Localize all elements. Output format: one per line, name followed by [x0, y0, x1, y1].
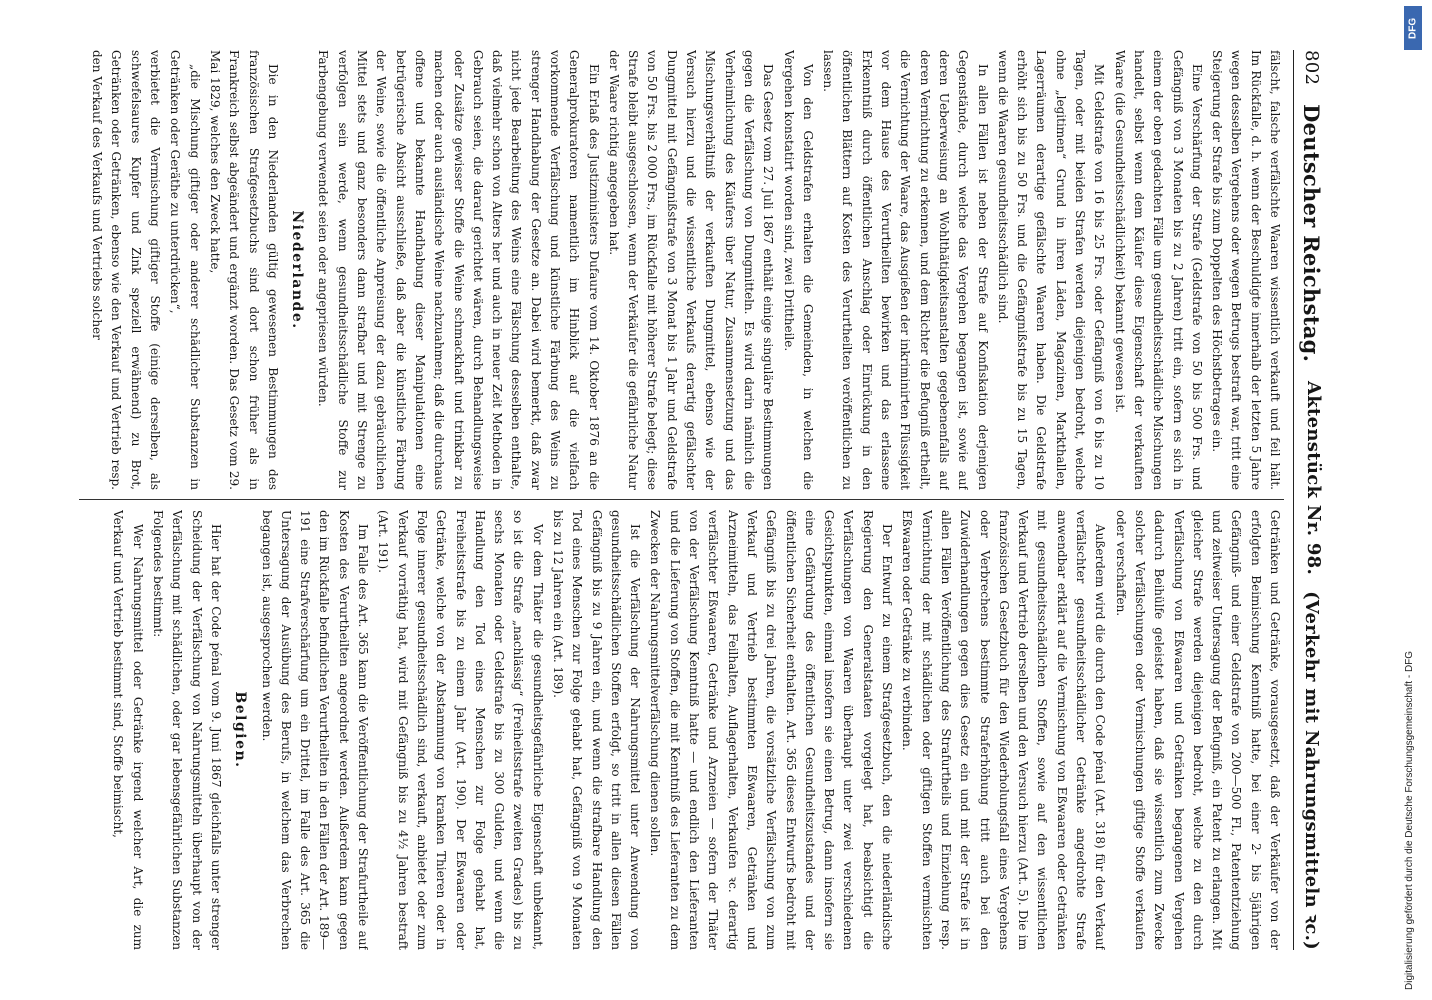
- paragraph: Wer Nahrungsmittel oder Getränke irgend welcher Art, die zum Verkauf und Vertrieb bestimmt sind, Stoffe beimischt,: [111, 510, 145, 950]
- header-right: [1300, 381, 1324, 950]
- quote: „die Mischung giftiger oder anderer schädlicher Substanzen in Getränken oder Geräthe zu unterdrücken“,: [168, 50, 202, 490]
- paragraph: Außerdem wird die durch den Code pénal (Art. 318) für den Verkauf verfälschter gesundheitsschädlicher Getränke angedrohte Strafe anwendbar erklärt auf die Vermischung von Eßwaaren oder Getränken mit gesundheitsschädlichen Stoffen, sowie auf den wissentlichen Verkauf und Vertrieb derselben und den Versuch hierzu (Art. 5). Die im französischen Gesetzbuch für den Wiederholungsfall eines Vergehens oder Verbrechens bestimmte Straferhöhung tritt auch bei den Zuwiderhandlungen gegen dies Gesetz ein und mit der Strafe ist in allen Fällen Veröffentlichung des Strafurtheils und Einziehung resp. Vernichtung der mit schädlichen oder giftigen Stoffen vermischten Eßwaaren oder Getränke zu verbinden.: [900, 510, 1108, 950]
- dfg-logo: DFG: [1404, 6, 1422, 50]
- publication-title: Deutscher Reichstag.: [1299, 104, 1325, 363]
- paragraph: Die in den Niederlanden gültig gewesenen Bestimmungen des französischen Strafgesetzbuchs sind dort schon früher als in Frankreich selbst abgeändert und ergänzt worden. Das Gesetz vom 29. Mai 1829, welches den Zweck hatte,: [207, 50, 280, 490]
- paragraph: fälscht, falsche verfälschte Waaren wissentlich verkauft und feil hält. Im Rückfalle, d. h. wenn der Beschuldigte innerhalb der letzten 5 Jahre wegen desselben Vergehens oder wegen Betrugs bestraft war, tritt eine Steigerung der Strafe bis zum Doppelten des Höchstbetrages ein.: [1210, 50, 1282, 490]
- page-number: 802: [1301, 50, 1323, 86]
- left-column: [79, 50, 1284, 490]
- digitization-credit: Digitalisierung gefördert durch die Deutsche Forschungsgemeinschaft - DFG: [1404, 650, 1415, 990]
- paragraph: Der Entwurf zu einem Strafgesetzbuch, den die niederländische Regierung den Generalstaaten vorgelegt hat, beabsichtigt die Verfälschungen von Waaren überhaupt unter zwei verschiedenen Gesichtspunkten, einmal insofern sie einen Betrug, dann insofern sie eine Gefährdung des öffentlichen Gesundheitszustandes und der öffentlichen Sicherheit enthalten. Art. 365 dieses Entwurfs bedroht mit Gefängniß bis zu drei Jahren, die vorsätzliche Verfälschung von zum Verkauf und Vertrieb bestimmten Eßwaaren, Getränken und Arzneimitteln, das Feilhalten, Auflagerhalten, Verkaufen ꝛc. derartig verfälschter Eßwaaren, Getränke und Arzneien — sofern der Thäter von der Verfälschung Kenntniß hatte — und endlich den Lieferanten und die Lieferung von Stoffen, die mit Kenntniß des Lieferanten zu dem Zwecken der Nahrungsmittelverfälschung dienen sollen.: [648, 510, 895, 950]
- section-heading: Niederlande.: [289, 210, 306, 330]
- paragraph: Ist die Verfälschung der Nahrungsmittel unter Anwendung von gesundheitsschädlichen Stoffen erfolgt, so tritt in allen diesen Fällen Gefängniß bis zu 9 Jahren ein, und wenn die strafbare Handlung den Tod eines Menschen zur Folge gehabt hat, Gefängniß von 9 Monaten bis zu 12 Jahren ein (Art. 189).: [551, 510, 643, 950]
- right-column: [79, 510, 1284, 950]
- paragraph: Eine Verschärfung der Strafe (Geldstrafe von 50 bis 500 Frs. und Gefängniß von 3 Monaten bis zu 2 Jahren) tritt ein, sofern es sich in einem der oben gedachten Fälle um gesundheitsschädliche Mischungen handelt, selbst wenn dem Käufer diese Eigenschaft der verkauften Waare (die Gesundheitsschädlichkeit) bekannt gewesen ist.: [1112, 50, 1204, 490]
- document-number: Aktenstück Nr. 98.: [1303, 381, 1324, 576]
- paragraph: In allen Fällen ist neben der Strafe auf Konfiskation derjenigen Gegenstände, durch welche das Vergehen begangen ist, sowie auf deren Ueberweisung an Wohlthätigkeitsanstalten gegebenenfalls auf deren Vernichtung zu erkennen, und dem Richter die Befugniß ertheilt, die Vernichtung der Waare, das Ausgießen der inkriminirten Flüssigkeit vor dem Hause des Verurtheilten bewirken und das erlassene Erkenntniß durch öffentlichen Anschlag oder Einrückung in den öffentlichen Blättern auf Kosten des Verurtheilten veröffentlichen zu lassen.: [821, 50, 990, 490]
- column-divider: [79, 499, 1284, 500]
- document-page: [70, 40, 1330, 960]
- paragraph: Mit Geldstrafe von 16 bis 25 Frs. oder Gefängniß von 6 bis zu 10 Tagen, oder mit beiden Strafen werden diejenigen bedroht, welche ohne „legitimen“ Grund in ihren Läden, Magazinen, Markthallen, Lagerräumen derartige gefälschte Waaren haben. Die Geldstrafe erhöht sich bis zu 50 Frs. und die Gefängnißstrafe bis zu 15 Tagen, wenn die Waaren gesundheitsschädlich sind.: [995, 50, 1107, 490]
- paragraph: Ein Erlaß des Justizministers Dufaure vom 14. Oktober 1876 an die Generalprokuratoren namentlich im Hinblick auf die vielfach vorkommende Verfälschung und künstliche Färbung des Weins zu strenger Handhabung der Gesetze an. Dabei wird bemerkt, daß zwar nicht jede Bearbeitung des Weins eine Fälschung desselben enthalte, daß vielmehr schon von Alters her und auch in neuer Zeit Methoden in Gebrauch seien, die darauf gerichtet wären, durch Behandlungsweise oder Zusätze gewisser Stoffe die Weine schmackhaft und trinkbar zu machen oder auch ausländische Weine nachzuahmen; daß die durchaus offene und bekannte Handhabung dieser Manipulationen eine betrügerische Absicht ausschließe, daß aber die künstliche Färbung der Weine, sowie die öffentliche Anpreisung der dazu gebräuchlichen Mittel stets und ganz besonders dann strafbar und mit Strenge zu verfolgen sein werde, wenn gesundheitsschädliche Stoffe zur Farbengebung verwendet seien oder angepriesen würden.: [316, 50, 601, 490]
- paragraph: Im Falle des Art. 365 kann die Veröffentlichung der Strafurtheile auf Kosten des Verurtheilten angeordnet werden. Außerdem kann gegen den im Rückfalle befindlichen Verurtheilten in den Fällen der Art. 189—191 eine Strafverschärfung um ein Drittel, im Falle des Art. 365 die Untersagung der Ausübung des Berufs, in welchem das Verbrechen begangen ist, ausgesprochen werden.: [259, 510, 371, 950]
- page-header: [1293, 50, 1330, 950]
- paragraph: Von den Geldstrafen erhalten die Gemeinden, in welchen die Vergehen konstatirt worden sind, zwei Drittheile.: [781, 50, 815, 490]
- paragraph: Hier hat der Code pénal vom 9. Juni 1867 gleichfalls unter strenger Scheidung der Verfälschung von Nahrungsmitteln überhaupt von der Verfälschung mit schädlichen, oder gar lebensgefährlichen Substanzen Folgendes bestimmt:: [151, 510, 223, 950]
- document-topic: (Verkehr mit Nahrungsmitteln ꝛc.): [1301, 591, 1322, 950]
- paragraph: Vor dem Thäter die gesundheitsgefährliche Eigenschaft unbekannt, so ist die Strafe „nachlässig“ (Freiheitsstrafe zweiten Grades) bis zu sechs Monaten oder Geldstrafe bis zu 300 Gulden, und wenn die Handlung den Tod eines Menschen zur Folge gehabt hat, Freiheitsstrafe bis zu einem Jahr (Art. 190). Der Eßwaaren oder Getränke, welche von der Abstammung von kranken Thieren oder in Folge innerer gesundheitsschädlich sind, verkauft, anbietet oder zum Verkauf vorräthig hat, wird mit Gefängniß bis zu 4½ Jahren bestraft (Art. 191).: [376, 510, 545, 950]
- section-heading: Belgien.: [232, 691, 249, 769]
- paragraph: Das Gesetz vom 27. Juli 1867 enthält einige singuläre Bestimmungen gegen die Verfälschung von Dungmitteln. Es wird darin nämlich die Verheimlichung des Käufers über Natur, Zusammensetzung und das Mischungsverhältniß der verkauften Dungmittel, ebenso wie der Versuch hierzu und die wissentliche Verkaufs derartig gefälschter Dungmittel mit Gefängnißstrafe von 3 Monat bis 1 Jahr und Geldstrafe von 50 Frs. bis 2 000 Frs., im Rückfalle mit höherer Strafe belegt; diese Strafe bleibt ausgeschlossen, wenn der Verkäufer die gefährliche Natur der Waare richtig angegeben hat.: [606, 50, 776, 490]
- paragraph: Getränken und Getränke, vorausgesetzt, daß der Verkäufer von der erfolgten Beimischung Kenntniß hatte, bei einer 2- bis 5jährigen Gefängniß- und einer Geldstrafe von 200—500 Fl., Patententziehung und zeitweiser Untersagung der Befugniß, ein Patent zu erlangen. Mit gleicher Strafe werden diejenigen bedroht, welche zu den durch Verfälschung von Eßwaaren und Getränken begangenen Vergehen dadurch Beihülfe geleistet haben, daß sie wissentlich zum Zwecke solcher Verfälschungen oder Vermischungen giftige Stoffe verkaufen oder verschaffen.: [1113, 510, 1282, 950]
- paragraph: verbietet die Vermischung giftiger Stoffe (einige derselben, als schwefelsaures Kupfer und Zink speziell erwähnend) zu Brot, Getränken oder Getränken, ebenso wie den Verkauf und Vertrieb resp. den Verkauf des Verkaufs und Vertriebs solcher: [90, 50, 163, 490]
